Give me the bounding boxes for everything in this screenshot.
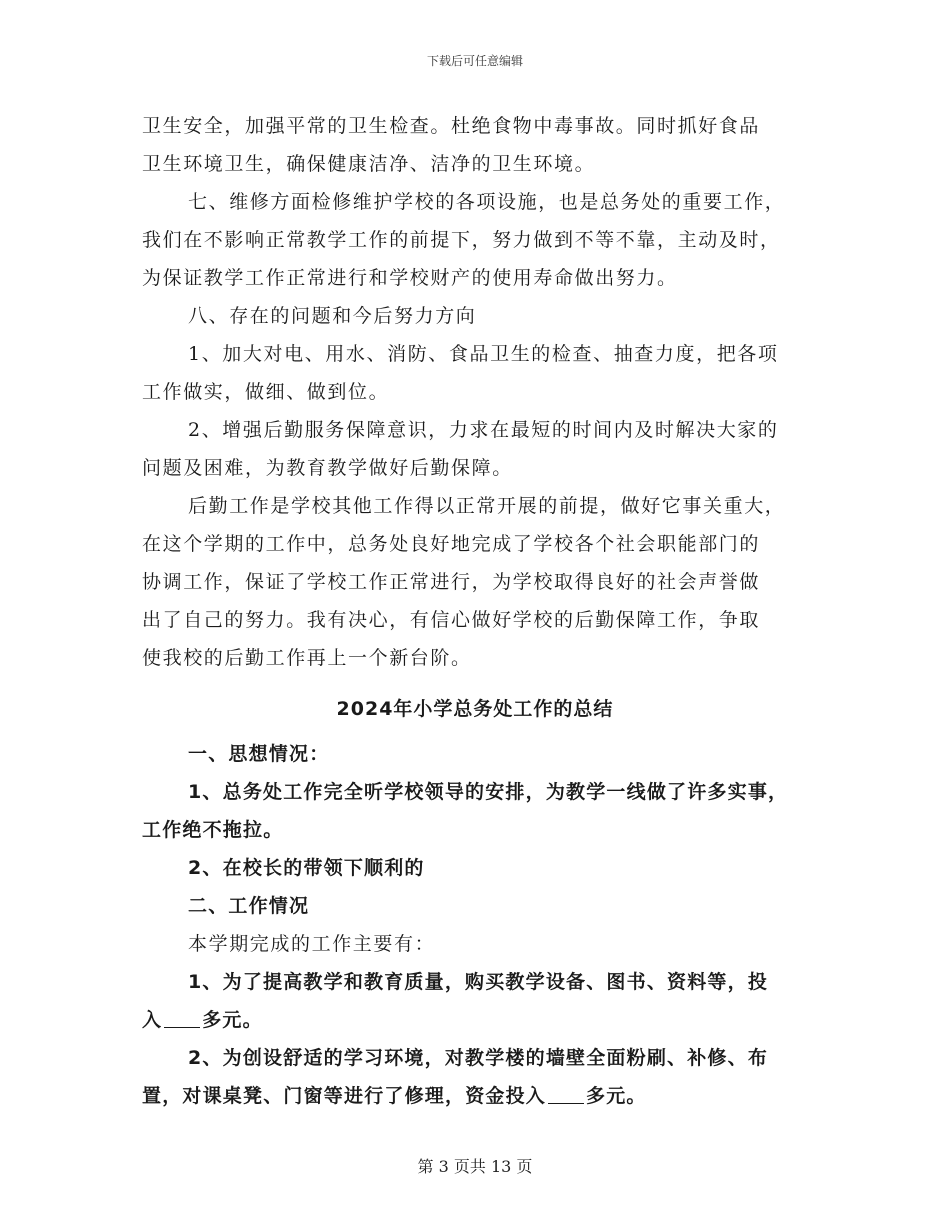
- paragraph-line: 1、总务处工作完全听学校领导的安排，为教学一线做了许多实事，: [188, 781, 789, 803]
- page-footer: 第 3 页共 13 页: [417, 1157, 533, 1176]
- text-fragment: 置，对课桌凳、门窗等进行了修理，资金投入: [142, 1085, 547, 1107]
- section-title: 2024年小学总务处工作的总结: [336, 698, 614, 720]
- section-heading: 八、存在的问题和今后努力方向: [188, 305, 477, 327]
- paragraph-line: 2、在校长的带领下顺利的: [188, 857, 425, 879]
- paragraph-line: 为保证教学工作正常进行和学校财产的使用寿命做出努力。: [142, 267, 678, 289]
- section-heading: 二、工作情况: [188, 895, 310, 917]
- paragraph-line: 卫生环境卫生，确保健康洁净、洁净的卫生环境。: [142, 153, 596, 175]
- paragraph-line: 工作绝不拖拉。: [142, 819, 284, 841]
- section-heading: 一、思想情况：: [188, 743, 330, 765]
- paragraph-line: 协调工作，保证了学校工作正常进行，为学校取得良好的社会声誉做: [142, 571, 761, 593]
- paragraph-line: 使我校的后勤工作再上一个新台阶。: [142, 647, 472, 669]
- paragraph-line: 2、增强后勤服务保障意识，力求在最短的时间内及时解决大家的: [188, 419, 779, 441]
- paragraph-line: 在这个学期的工作中，总务处良好地完成了学校各个社会职能部门的: [142, 533, 761, 555]
- paragraph-line: 后勤工作是学校其他工作得以正常开展的前提，做好它事关重大，: [188, 495, 786, 517]
- paragraph-line: 卫生安全，加强平常的卫生检查。杜绝食物中毒事故。同时抓好食品: [142, 115, 761, 137]
- text-fragment: 入: [142, 1009, 163, 1031]
- paragraph-line: 工作做实，做细、做到位。: [142, 381, 390, 403]
- fill-blank: [548, 1085, 584, 1104]
- paragraph-line: [142, 1084, 647, 1108]
- paragraph-line: 本学期完成的工作主要有：: [188, 933, 436, 955]
- page-header: 下载后可任意编辑: [426, 54, 523, 68]
- paragraph-line: 我们在不影响正常教学工作的前提下，努力做到不等不靠，主动及时，: [142, 229, 781, 251]
- paragraph-line: [142, 1008, 263, 1032]
- paragraph-line: 出了自己的努力。我有决心，有信心做好学校的后勤保障工作，争取: [142, 609, 761, 631]
- text-fragment: 多元。: [586, 1085, 647, 1107]
- paragraph-line: 2、为创设舒适的学习环境，对教学楼的墙壁全面粉刷、补修、布: [188, 1047, 769, 1069]
- paragraph-line: 七、维修方面检修维护学校的各项设施，也是总务处的重要工作，: [188, 191, 786, 213]
- text-fragment: 多元。: [202, 1009, 263, 1031]
- paragraph-line: 1、为了提高教学和教育质量，购买教学设备、图书、资料等，投: [188, 971, 769, 993]
- paragraph-line: 1、加大对电、用水、消防、食品卫生的检查、抽查力度，把各项: [188, 343, 779, 365]
- fill-blank: [164, 1009, 200, 1028]
- paragraph-line: 问题及困难，为教育教学做好后勤保障。: [142, 457, 513, 479]
